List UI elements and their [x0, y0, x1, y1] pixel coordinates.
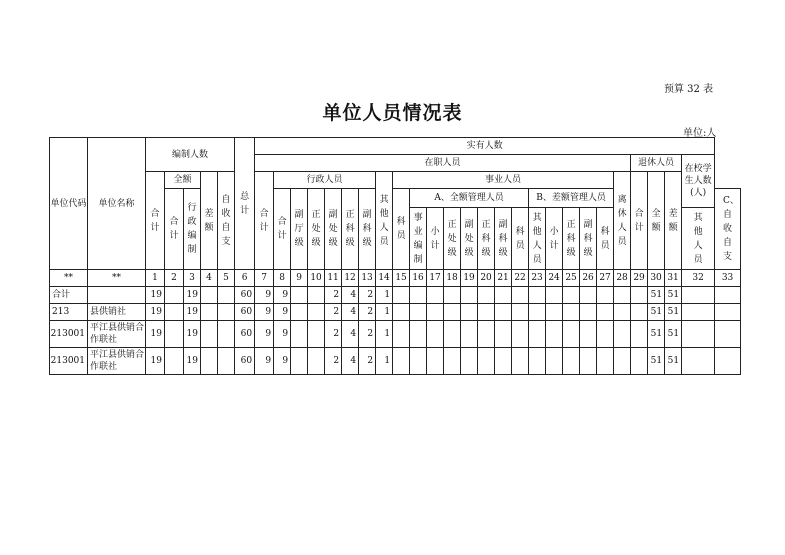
column-index-cell: 31 [665, 270, 682, 287]
value-cell [715, 321, 741, 348]
value-cell [461, 304, 478, 321]
value-cell: 51 [665, 321, 682, 348]
value-cell [218, 287, 235, 304]
header-c-group: C、自收自支 [715, 189, 741, 270]
value-cell [410, 304, 427, 321]
form-number: 预算 32 表 [664, 84, 714, 95]
value-cell [201, 321, 218, 348]
value-cell: 2 [359, 304, 376, 321]
value-cell: 60 [235, 304, 255, 321]
value-cell [512, 287, 529, 304]
unit-label: 单位:人 [683, 128, 717, 139]
value-cell [580, 348, 597, 375]
value-cell: 9 [274, 321, 291, 348]
value-cell [546, 304, 563, 321]
header-heji: 合计 [146, 172, 165, 270]
value-cell [631, 287, 648, 304]
header-shiye-bianzhi: 事业编制 [410, 208, 427, 270]
value-cell: 4 [342, 348, 359, 375]
column-index-cell: 9 [291, 270, 308, 287]
header-qita: 其他人员 [376, 172, 393, 270]
column-index-cell: 6 [235, 270, 255, 287]
value-cell: 60 [235, 348, 255, 375]
column-index-cell: 13 [359, 270, 376, 287]
header-xingzheng-bianzhi: 行政编制 [184, 189, 201, 270]
unit-code-cell: 合计 [50, 287, 88, 304]
value-cell: 1 [376, 304, 393, 321]
column-index-cell: 1 [146, 270, 165, 287]
value-cell [427, 304, 444, 321]
value-cell [291, 304, 308, 321]
value-cell: 1 [376, 287, 393, 304]
value-cell [563, 304, 580, 321]
header-lixiu: 离休人员 [614, 172, 631, 270]
header-a-xiaoji: 小计 [427, 208, 444, 270]
value-cell: 51 [648, 348, 665, 375]
value-cell [393, 321, 410, 348]
value-cell [715, 287, 741, 304]
value-cell [410, 348, 427, 375]
value-cell: 2 [359, 348, 376, 375]
column-index-cell: 27 [597, 270, 614, 287]
value-cell [444, 287, 461, 304]
value-cell: 51 [648, 304, 665, 321]
column-index-cell: 16 [410, 270, 427, 287]
value-cell: 51 [665, 304, 682, 321]
value-cell [165, 321, 184, 348]
value-cell: 19 [146, 348, 165, 375]
header-shiyou: 实有人数 [255, 138, 715, 155]
value-cell: 19 [184, 321, 201, 348]
value-cell [393, 287, 410, 304]
column-index-cell: 25 [563, 270, 580, 287]
column-index-cell: 2 [165, 270, 184, 287]
header-b-xiaoji: 小计 [546, 208, 563, 270]
column-index-cell: 5 [218, 270, 235, 287]
value-cell: 19 [146, 304, 165, 321]
value-cell [580, 287, 597, 304]
unit-name-cell [88, 287, 146, 304]
value-cell [461, 321, 478, 348]
column-index-cell: 28 [614, 270, 631, 287]
header-keyuan: 科员 [393, 189, 410, 270]
value-cell [201, 348, 218, 375]
value-cell [563, 321, 580, 348]
header-a-zhengchu: 正处级 [444, 208, 461, 270]
value-cell [218, 304, 235, 321]
header-tuixiu-heji: 合计 [631, 172, 648, 270]
unit-name-cell: 平江县供销合作联社 [88, 348, 146, 375]
table-row [50, 348, 741, 375]
header-xz-heji: 合计 [274, 189, 291, 270]
value-cell [597, 348, 614, 375]
column-index-cell: 18 [444, 270, 461, 287]
table-row [50, 287, 741, 304]
value-cell: 4 [342, 321, 359, 348]
header-tuixiu: 退休人员 [631, 155, 682, 172]
column-index-cell: 20 [478, 270, 495, 287]
value-cell [614, 348, 631, 375]
header-shiye-renyuan: 事业人员 [393, 172, 614, 189]
column-index-cell: 29 [631, 270, 648, 287]
value-cell [165, 304, 184, 321]
value-cell [682, 287, 715, 304]
header-a-fuke: 副科级 [495, 208, 512, 270]
column-index-cell: 26 [580, 270, 597, 287]
table-row [50, 304, 741, 321]
header-tuixiu-quane: 全额 [648, 172, 665, 270]
value-cell [529, 287, 546, 304]
page-title: 单位人员情况表 [322, 102, 463, 124]
column-index-cell: 17 [427, 270, 444, 287]
header-b-qita: 其他人员 [682, 208, 715, 270]
unit-code-cell: 213 [50, 304, 88, 321]
unit-name-cell: 县供销社 [88, 304, 146, 321]
value-cell [478, 287, 495, 304]
value-cell: 51 [665, 348, 682, 375]
value-cell: 2 [325, 348, 342, 375]
value-cell: 19 [184, 304, 201, 321]
header-unit-name: 单位名称 [88, 138, 146, 270]
value-cell [444, 348, 461, 375]
value-cell [461, 287, 478, 304]
header-tuixiu-chae: 差额 [665, 172, 682, 270]
header-quane-heji: 合计 [165, 189, 184, 270]
value-cell [291, 348, 308, 375]
header-zhengke: 正科级 [342, 189, 359, 270]
column-index-cell: 22 [512, 270, 529, 287]
header-unit-code: 单位代码 [50, 138, 88, 270]
column-index-cell: 30 [648, 270, 665, 287]
header-bianzhi: 编制人数 [146, 138, 235, 172]
column-index-cell: 19 [461, 270, 478, 287]
header-a-group: A、全额管理人员 [410, 189, 529, 208]
value-cell [563, 348, 580, 375]
value-cell [563, 287, 580, 304]
value-cell: 2 [325, 304, 342, 321]
value-cell [614, 321, 631, 348]
value-cell [478, 304, 495, 321]
value-cell [512, 304, 529, 321]
value-cell: 2 [359, 321, 376, 348]
value-cell [614, 287, 631, 304]
header-zhengchu: 正处级 [308, 189, 325, 270]
value-cell [478, 348, 495, 375]
value-cell: 51 [665, 287, 682, 304]
value-cell [529, 348, 546, 375]
column-index-cell: ** [50, 270, 88, 287]
value-cell [580, 304, 597, 321]
value-cell [393, 348, 410, 375]
column-index-cell: 24 [546, 270, 563, 287]
value-cell [427, 321, 444, 348]
value-cell: 9 [255, 321, 274, 348]
value-cell: 9 [255, 287, 274, 304]
value-cell: 9 [274, 287, 291, 304]
column-index-cell: 23 [529, 270, 546, 287]
value-cell [308, 287, 325, 304]
value-cell: 1 [376, 321, 393, 348]
column-index-cell: 8 [274, 270, 291, 287]
value-cell: 19 [146, 287, 165, 304]
value-cell [393, 304, 410, 321]
column-index-cell: 7 [255, 270, 274, 287]
value-cell [512, 321, 529, 348]
value-cell [512, 348, 529, 375]
header-zishou: 自收自支 [218, 172, 235, 270]
header-b-zhengke: 正科级 [563, 208, 580, 270]
header-fuke: 副科级 [359, 189, 376, 270]
value-cell [631, 321, 648, 348]
header-zaizhi-heji: 合计 [255, 172, 274, 270]
value-cell [614, 304, 631, 321]
header-b-fuke: 副科级 [580, 208, 597, 270]
value-cell [597, 304, 614, 321]
value-cell [682, 348, 715, 375]
column-index-cell: 3 [184, 270, 201, 287]
value-cell [631, 348, 648, 375]
value-cell: 9 [255, 304, 274, 321]
value-cell: 60 [235, 287, 255, 304]
index-row [50, 270, 741, 287]
value-cell: 1 [376, 348, 393, 375]
header-b-group: B、差额管理人员 [529, 189, 614, 208]
column-index-cell: 14 [376, 270, 393, 287]
value-cell [715, 304, 741, 321]
value-cell [715, 348, 741, 375]
value-cell [410, 287, 427, 304]
column-index-cell: 10 [308, 270, 325, 287]
value-cell [444, 304, 461, 321]
unit-code-cell: 213001 [50, 321, 88, 348]
header-quane: 全额 [165, 172, 201, 189]
value-cell [597, 321, 614, 348]
value-cell: 9 [274, 348, 291, 375]
value-cell [308, 348, 325, 375]
header-a-fuchu: 副处级 [461, 208, 478, 270]
unit-name-cell: 平江县供销合作联社 [88, 321, 146, 348]
value-cell: 51 [648, 287, 665, 304]
column-index-cell: 11 [325, 270, 342, 287]
value-cell [597, 287, 614, 304]
value-cell [165, 287, 184, 304]
value-cell [631, 304, 648, 321]
column-index-cell: 12 [342, 270, 359, 287]
value-cell [495, 304, 512, 321]
value-cell [308, 321, 325, 348]
value-cell [201, 287, 218, 304]
value-cell [291, 321, 308, 348]
value-cell: 2 [325, 287, 342, 304]
value-cell: 19 [184, 348, 201, 375]
value-cell [201, 304, 218, 321]
column-index-cell: 4 [201, 270, 218, 287]
value-cell [682, 304, 715, 321]
value-cell: 9 [274, 304, 291, 321]
header-b-keyuan: 科员 [597, 208, 614, 270]
value-cell: 60 [235, 321, 255, 348]
value-cell [165, 348, 184, 375]
personnel-table [49, 137, 741, 375]
value-cell [495, 321, 512, 348]
header-a-zhengke: 正科级 [478, 208, 495, 270]
value-cell [529, 321, 546, 348]
value-cell [427, 348, 444, 375]
header-students: 在校学生人数(人) [682, 155, 715, 208]
value-cell: 2 [359, 287, 376, 304]
value-cell [218, 348, 235, 375]
value-cell [682, 321, 715, 348]
header-zongji: 总计 [235, 138, 255, 270]
value-cell [461, 348, 478, 375]
value-cell [291, 287, 308, 304]
header-a-keyuan: 科员 [512, 208, 529, 270]
header-futing: 副厅级 [291, 189, 308, 270]
value-cell [580, 321, 597, 348]
column-index-cell: ** [88, 270, 146, 287]
header-a-qita: 其他人员 [529, 208, 546, 270]
header-fuchu: 副处级 [325, 189, 342, 270]
unit-code-cell: 213001 [50, 348, 88, 375]
value-cell [546, 321, 563, 348]
header-chae: 差额 [201, 172, 218, 270]
value-cell: 19 [184, 287, 201, 304]
value-cell [410, 321, 427, 348]
value-cell [529, 304, 546, 321]
value-cell [218, 321, 235, 348]
value-cell [478, 321, 495, 348]
value-cell [546, 348, 563, 375]
column-index-cell: 21 [495, 270, 512, 287]
value-cell [546, 287, 563, 304]
value-cell: 51 [648, 321, 665, 348]
value-cell [495, 348, 512, 375]
value-cell: 4 [342, 287, 359, 304]
column-index-cell: 15 [393, 270, 410, 287]
header-zaizhi: 在职人员 [255, 155, 631, 172]
column-index-cell: 33 [715, 270, 741, 287]
value-cell: 2 [325, 321, 342, 348]
column-index-cell: 32 [682, 270, 715, 287]
value-cell [444, 321, 461, 348]
value-cell [495, 287, 512, 304]
value-cell: 19 [146, 321, 165, 348]
value-cell [427, 287, 444, 304]
value-cell: 9 [255, 348, 274, 375]
value-cell [308, 304, 325, 321]
table-row [50, 321, 741, 348]
header-xingzheng-renyuan: 行政人员 [274, 172, 376, 189]
value-cell: 4 [342, 304, 359, 321]
